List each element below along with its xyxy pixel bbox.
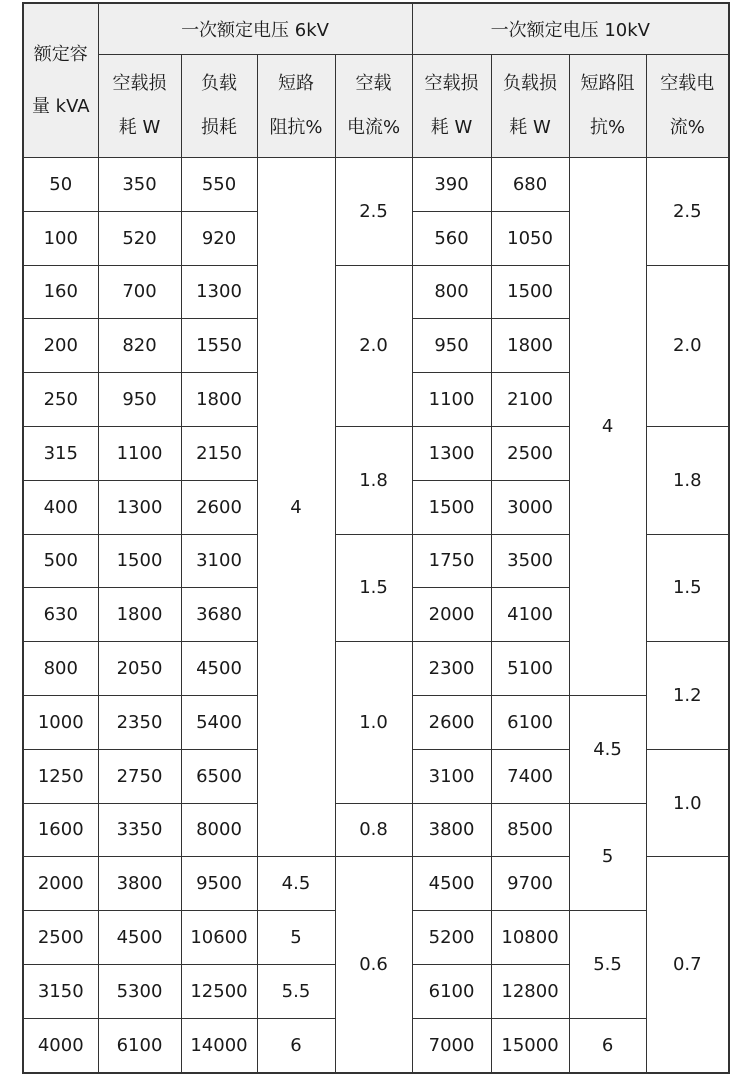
col-header-text: 空载电 — [660, 73, 715, 94]
corner-header-line1: 额定容 — [33, 43, 88, 65]
cell-no-load-current-10kv: 2.0 — [646, 265, 729, 426]
cell-no-load-loss-10kv: 5200 — [412, 911, 491, 965]
cell-load-loss-6kv: 8000 — [181, 803, 257, 857]
cell-capacity: 250 — [23, 373, 98, 427]
col-header-no-load-loss-10kv — [412, 55, 491, 158]
cell-load-loss-10kv: 12800 — [491, 964, 569, 1018]
cell-load-loss-10kv: 5100 — [491, 642, 569, 696]
cell-load-loss-6kv: 14000 — [181, 1018, 257, 1072]
cell-no-load-current-6kv: 1.5 — [335, 534, 412, 642]
cell-no-load-loss-6kv: 5300 — [98, 964, 181, 1018]
cell-no-load-current-6kv: 0.6 — [335, 857, 412, 1073]
cell-load-loss-10kv: 7400 — [491, 749, 569, 803]
cell-no-load-current-10kv: 2.5 — [646, 158, 729, 266]
cell-load-loss-10kv: 680 — [491, 158, 569, 212]
col-header-text: 负载 — [201, 73, 237, 94]
cell-capacity: 3150 — [23, 964, 98, 1018]
cell-no-load-current-6kv: 1.0 — [335, 642, 412, 803]
cell-no-load-loss-10kv: 1750 — [412, 534, 491, 588]
cell-no-load-current-6kv: 0.8 — [335, 803, 412, 857]
cell-load-loss-10kv: 15000 — [491, 1018, 569, 1072]
cell-no-load-loss-10kv: 800 — [412, 265, 491, 319]
cell-capacity: 630 — [23, 588, 98, 642]
col-header-text: 短路 — [278, 73, 314, 94]
col-header-text: 负载损 — [503, 73, 558, 94]
cell-impedance-10kv: 5.5 — [569, 911, 646, 1019]
col-header-text: 耗 W — [118, 117, 161, 138]
cell-load-loss-6kv: 4500 — [181, 642, 257, 696]
cell-impedance-10kv: 4.5 — [569, 695, 646, 803]
transformer-spec-table — [22, 2, 730, 1074]
cell-capacity: 200 — [23, 319, 98, 373]
cell-no-load-loss-6kv: 520 — [98, 211, 181, 265]
cell-load-loss-6kv: 3680 — [181, 588, 257, 642]
cell-load-loss-10kv: 3500 — [491, 534, 569, 588]
col-header-text: 耗 W — [509, 117, 551, 138]
col-header-load-loss-10kv — [491, 55, 569, 158]
cell-no-load-current-10kv: 1.0 — [646, 749, 729, 857]
cell-impedance-6kv: 6 — [257, 1018, 335, 1072]
cell-no-load-loss-10kv: 2600 — [412, 695, 491, 749]
cell-impedance-10kv: 4 — [569, 158, 646, 696]
cell-no-load-loss-10kv: 1100 — [412, 373, 491, 427]
cell-no-load-loss-10kv: 1300 — [412, 426, 491, 480]
cell-no-load-loss-10kv: 6100 — [412, 964, 491, 1018]
cell-capacity: 1000 — [23, 695, 98, 749]
cell-impedance-10kv: 6 — [569, 1018, 646, 1072]
col-header-impedance-6kv — [257, 55, 335, 158]
cell-impedance-6kv: 5.5 — [257, 964, 335, 1018]
cell-no-load-loss-6kv: 700 — [98, 265, 181, 319]
cell-capacity: 2500 — [23, 911, 98, 965]
cell-no-load-loss-10kv: 560 — [412, 211, 491, 265]
cell-load-loss-6kv: 10600 — [181, 911, 257, 965]
cell-no-load-current-6kv: 2.0 — [335, 265, 412, 426]
cell-no-load-loss-10kv: 2300 — [412, 642, 491, 696]
cell-no-load-current-6kv: 2.5 — [335, 158, 412, 266]
cell-no-load-loss-6kv: 6100 — [98, 1018, 181, 1072]
cell-capacity: 160 — [23, 265, 98, 319]
cell-load-loss-6kv: 920 — [181, 211, 257, 265]
cell-no-load-loss-10kv: 3800 — [412, 803, 491, 857]
col-header-text: 耗 W — [430, 117, 473, 138]
cell-load-loss-10kv: 10800 — [491, 911, 569, 965]
cell-load-loss-10kv: 9700 — [491, 857, 569, 911]
cell-no-load-loss-6kv: 820 — [98, 319, 181, 373]
cell-load-loss-10kv: 8500 — [491, 803, 569, 857]
col-header-text: 空载损 — [112, 73, 167, 94]
col-header-text: 空载损 — [424, 73, 479, 94]
cell-no-load-loss-6kv: 1300 — [98, 480, 181, 534]
col-header-text: 短路阻 — [580, 73, 635, 94]
cell-no-load-loss-10kv: 4500 — [412, 857, 491, 911]
cell-capacity: 50 — [23, 158, 98, 212]
cell-no-load-loss-10kv: 950 — [412, 319, 491, 373]
cell-load-loss-10kv: 1800 — [491, 319, 569, 373]
cell-no-load-loss-6kv: 1800 — [98, 588, 181, 642]
col-header-text: 空载 — [355, 73, 392, 94]
cell-no-load-loss-6kv: 2350 — [98, 695, 181, 749]
col-header-text: 流% — [669, 117, 705, 138]
cell-load-loss-10kv: 2500 — [491, 426, 569, 480]
cell-impedance-6kv: 4.5 — [257, 857, 335, 911]
cell-impedance-10kv: 5 — [569, 803, 646, 911]
cell-load-loss-6kv: 3100 — [181, 534, 257, 588]
cell-load-loss-6kv: 5400 — [181, 695, 257, 749]
col-header-no-load-loss-6kv — [98, 55, 181, 158]
cell-no-load-loss-10kv: 2000 — [412, 588, 491, 642]
table-row — [23, 803, 729, 857]
cell-capacity: 500 — [23, 534, 98, 588]
cell-load-loss-6kv: 12500 — [181, 964, 257, 1018]
cell-impedance-6kv: 4 — [257, 158, 335, 857]
cell-load-loss-10kv: 4100 — [491, 588, 569, 642]
cell-no-load-loss-6kv: 350 — [98, 158, 181, 212]
cell-load-loss-10kv: 3000 — [491, 480, 569, 534]
cell-load-loss-6kv: 1800 — [181, 373, 257, 427]
table-row — [23, 158, 729, 212]
cell-capacity: 4000 — [23, 1018, 98, 1072]
cell-load-loss-10kv: 2100 — [491, 373, 569, 427]
cell-no-load-loss-6kv: 1500 — [98, 534, 181, 588]
col-header-text: 电流% — [346, 117, 401, 138]
cell-load-loss-6kv: 2150 — [181, 426, 257, 480]
cell-no-load-current-10kv: 1.8 — [646, 426, 729, 534]
section-header-10kv: 一次额定电压 10kV — [412, 3, 729, 55]
corner-header-line2: 量 kVA — [31, 95, 90, 117]
corner-header-capacity — [23, 3, 98, 158]
cell-load-loss-10kv: 1050 — [491, 211, 569, 265]
cell-impedance-6kv: 5 — [257, 911, 335, 965]
cell-load-loss-10kv: 6100 — [491, 695, 569, 749]
cell-load-loss-6kv: 6500 — [181, 749, 257, 803]
cell-capacity: 2000 — [23, 857, 98, 911]
cell-no-load-loss-6kv: 3800 — [98, 857, 181, 911]
cell-no-load-loss-10kv: 7000 — [412, 1018, 491, 1072]
cell-no-load-loss-10kv: 3100 — [412, 749, 491, 803]
col-header-text: 抗% — [589, 117, 626, 138]
cell-capacity: 800 — [23, 642, 98, 696]
cell-no-load-loss-6kv: 2050 — [98, 642, 181, 696]
cell-capacity: 1250 — [23, 749, 98, 803]
cell-capacity: 400 — [23, 480, 98, 534]
cell-capacity: 315 — [23, 426, 98, 480]
cell-load-loss-6kv: 1550 — [181, 319, 257, 373]
col-header-text: 损耗 — [201, 117, 237, 138]
cell-no-load-loss-6kv: 4500 — [98, 911, 181, 965]
col-header-impedance-10kv — [569, 55, 646, 158]
cell-no-load-loss-6kv: 3350 — [98, 803, 181, 857]
col-header-text: 阻抗% — [269, 117, 323, 138]
cell-load-loss-10kv: 1500 — [491, 265, 569, 319]
cell-no-load-current-10kv: 0.7 — [646, 857, 729, 1073]
cell-load-loss-6kv: 2600 — [181, 480, 257, 534]
cell-no-load-loss-10kv: 390 — [412, 158, 491, 212]
cell-no-load-current-6kv: 1.8 — [335, 426, 412, 534]
cell-load-loss-6kv: 9500 — [181, 857, 257, 911]
cell-no-load-loss-10kv: 1500 — [412, 480, 491, 534]
cell-no-load-loss-6kv: 2750 — [98, 749, 181, 803]
cell-capacity: 100 — [23, 211, 98, 265]
cell-no-load-current-10kv: 1.2 — [646, 642, 729, 750]
cell-no-load-current-10kv: 1.5 — [646, 534, 729, 642]
cell-capacity: 1600 — [23, 803, 98, 857]
section-header-6kv: 一次额定电压 6kV — [98, 3, 412, 55]
cell-load-loss-6kv: 1300 — [181, 265, 257, 319]
col-header-no-load-current-10kv — [646, 55, 729, 158]
cell-no-load-loss-6kv: 1100 — [98, 426, 181, 480]
cell-load-loss-6kv: 550 — [181, 158, 257, 212]
col-header-no-load-current-6kv — [335, 55, 412, 158]
cell-no-load-loss-6kv: 950 — [98, 373, 181, 427]
col-header-load-loss-6kv — [181, 55, 257, 158]
